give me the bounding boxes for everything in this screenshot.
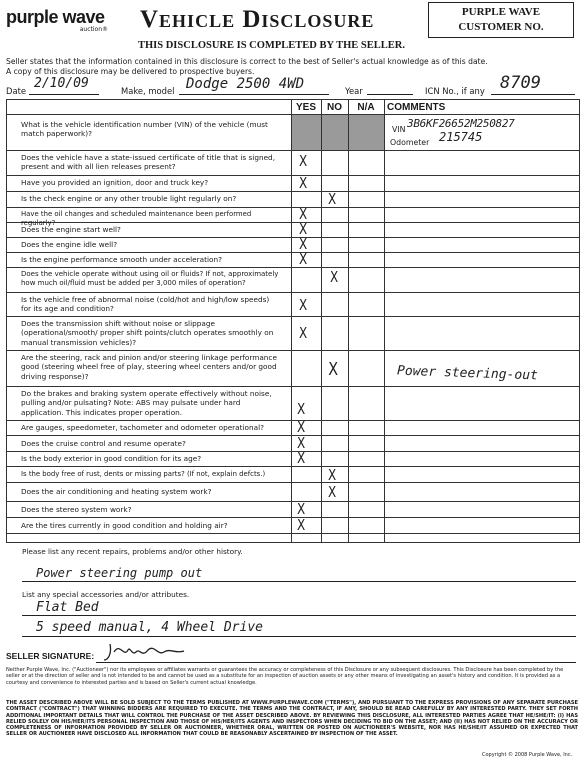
- answer-mark-engine-start[interactable]: X: [299, 220, 308, 238]
- year-label: Year: [345, 86, 363, 96]
- answer-mark-body-exterior[interactable]: X: [297, 449, 306, 467]
- accessories-field-2[interactable]: 5 speed manual, 4 Wheel Drive: [36, 620, 263, 635]
- logo-subtext: auction®: [79, 26, 108, 33]
- accessories-field-1[interactable]: Flat Bed: [36, 600, 99, 615]
- date-field[interactable]: 2/10/09: [34, 76, 89, 91]
- divider: [7, 114, 579, 115]
- question-body-exterior: Is the body exterior in good condition for its age?: [21, 454, 202, 463]
- question-cruise-control: Does the cruise control and resume operate?: [21, 439, 186, 448]
- divider: [7, 150, 579, 151]
- divider: [7, 466, 579, 467]
- question-keys: Have you provided an ignition, door and truck key?: [21, 178, 209, 187]
- accessories-label: List any special accessories and/or attributes.: [22, 590, 190, 599]
- divider: [291, 100, 292, 542]
- question-body-rust: Is the body free of rust, dents or missing parts? (If not, explain defcts.): [21, 470, 266, 478]
- make-underline: [179, 94, 329, 95]
- answer-mark-brakes[interactable]: X: [297, 400, 306, 418]
- divider: [7, 237, 579, 238]
- odometer-field[interactable]: 215745: [439, 130, 483, 144]
- intro-line-2: A copy of this disclosure may be delivered to prospective buyers.: [6, 67, 255, 76]
- answer-mark-oil-fluids[interactable]: X: [330, 268, 339, 286]
- make-model-label: Make, model: [121, 86, 175, 96]
- question-abnormal-noise: Is the vehicle free of abnormal noise (cold/hot and high/low speeds) for its age and condition?: [21, 295, 270, 314]
- answer-mark-tires[interactable]: X: [297, 516, 306, 534]
- signature-scribble: [98, 638, 208, 664]
- answer-mark-cruise-control[interactable]: X: [297, 434, 306, 452]
- question-steering: Are the steering, rack and pinion and/or steering linkage performance good (steering wheel free of play, steering wheel centers and/or good driving response)?: [21, 353, 277, 381]
- column-yes: YES: [295, 102, 316, 113]
- answer-mark-stereo[interactable]: X: [297, 500, 306, 518]
- divider: [7, 420, 579, 421]
- repairs-underline: [22, 581, 576, 582]
- divider: [7, 435, 579, 436]
- page-subtitle: THIS DISCLOSURE IS COMPLETED BY THE SELLER.: [138, 40, 405, 51]
- purple-wave-logo: [6, 8, 114, 42]
- answer-mark-title[interactable]: X: [299, 152, 308, 170]
- seller-signature-label: SELLER SIGNATURE:: [6, 651, 95, 661]
- comment-steering[interactable]: Power steering-out: [396, 363, 539, 384]
- question-check-engine: Is the check engine or any other trouble light regularly on?: [21, 194, 237, 203]
- answer-mark-air-conditioning[interactable]: X: [328, 483, 337, 501]
- divider: [7, 451, 579, 452]
- answer-mark-steering[interactable]: X: [328, 359, 339, 380]
- answer-mark-abnormal-noise[interactable]: X: [299, 296, 308, 314]
- divider: [7, 482, 579, 483]
- divider: [384, 100, 385, 542]
- divider: [7, 207, 579, 208]
- logo-text: purple wave: [6, 7, 105, 27]
- disclaimer-paragraph: Neither Purple Wave, Inc. ("Auctioneer") nor its employees or affiliates warrants or guarantees the accuracy or completeness of this Disclosure or any subsequent disclosures. This Disclosure has been completed by the seller or at the direction of seller and is not intended to be and cannot be used as a substitute for an inspection of auction assets or any other means of investigating an asset's history and condition. It is provided as a courtesy and convenience to interested parties and is based on Seller's current actual knowledge.: [6, 667, 564, 686]
- icn-field[interactable]: 8709: [500, 73, 541, 93]
- divider: [7, 533, 579, 534]
- answer-mark-body-rust[interactable]: X: [328, 466, 337, 484]
- answer-mark-engine-idle[interactable]: X: [299, 235, 308, 253]
- date-underline: [29, 94, 99, 95]
- odometer-label: Odometer: [390, 138, 430, 147]
- question-title: Does the vehicle have a state-issued certificate of title that is signed, present and with all lien releases present?: [21, 153, 276, 172]
- question-transmission: Does the transmission shift without noise or slippage (operational/smooth/ proper shift points/clutch operates smoothly on manual transmission vehicles)?: [21, 319, 274, 347]
- vin-shaded-cells: [292, 114, 384, 150]
- page-title: Vehicle Disclosure: [140, 6, 375, 33]
- year-underline: [367, 94, 413, 95]
- divider: [7, 267, 579, 268]
- question-engine-idle: Does the engine idle well?: [21, 240, 118, 249]
- repairs-label: Please list any recent repairs, problems and/or other history.: [22, 547, 243, 556]
- customer-box-line1: PURPLE WAVE: [461, 6, 541, 18]
- customer-number-box[interactable]: [428, 2, 574, 38]
- divider: [7, 316, 579, 317]
- question-oil-fluids: Does the vehicle operate without using oil or fluids? If not, approximately how much oil/fluid must be added per 3,000 miles of operation?: [21, 270, 279, 288]
- intro-line-1: Seller states that the information contained in this disclosure is correct to the best of Seller's actual knowledge as of this date.: [6, 57, 488, 66]
- question-brakes: Do the brakes and braking system operate effectively without noise, pulling and/or pulsating? Note: ABS may pulsate under hard application. This indicates proper operation.: [21, 389, 272, 417]
- answer-mark-oil-changes[interactable]: X: [299, 205, 308, 223]
- divider: [321, 100, 322, 542]
- divider: [7, 501, 579, 502]
- divider: [7, 252, 579, 253]
- column-no: NO: [327, 102, 342, 113]
- intro-text: [6, 57, 576, 77]
- answer-mark-keys[interactable]: X: [299, 174, 308, 192]
- vin-field[interactable]: 3B6KF26652M250827: [407, 117, 515, 130]
- question-stereo: Does the stereo system work?: [21, 505, 132, 514]
- legal-terms-paragraph: THE ASSET DESCRIBED ABOVE WILL BE SOLD SUBJECT TO THE TERMS PUBLISHED AT WWW.PURPLEWAVE.COM ("TERMS"), AND PURSUANT TO THE EXPRESS PROVISIONS OF ANY SEPARATE PURCHASE CONTRACT ("CONTRACT") THAT WINNING BIDDERS ARE REQUIRED TO EXECUTE. THE TERMS AND THE CONTRACT, IF ANY, SHOULD BE READ CAREFULLY BY ANY INTERESTED PARTY. THEY SET FORTH ADDITIONAL IMPORTANT DETAILS THAT WILL CONTROL THE PURCHASE OF THE ASSET DESCRIBED ABOVE. BY REVIEWING THIS DISCLOSURE, ALL INTERESTED PARTIES AGREE THAT HE/SHE/IT: (I) HAS RELIED SOLELY ON HIS/HER/ITS PERSONAL INSPECTION AND THOSE OF HIS/HER/ITS AGENTS AND INSPECTORS WHEN DECIDING TO BID ON THE ASSET; AND (II) HAS NOT RELIED ON THE ACCURACY OR COMPLETENESS OF INFORMATION PROVIDED BY SELLER OR AUCTIONEER, WHETHER ORAL, WRITTEN OR POSTED ON AUCTIONEER'S WEBSITE, NOR HAS HE/SHE/IT ASSUMED OR EXPECTED THAT SELLER OR AUCTIONEER HAVE DISCLOSED ALL INFORMATION THAT COULD BE REASONABLY ASCERTAINED BY INSPECTION OF THE ASSET.: [6, 700, 578, 738]
- vin-label: VIN: [392, 125, 406, 134]
- divider: [348, 100, 349, 542]
- question-air-conditioning: Does the air conditioning and heating system work?: [21, 487, 212, 496]
- divider: [7, 292, 579, 293]
- question-tires: Are the tires currently in good condition and holding air?: [21, 521, 228, 530]
- accessories-underline-2: [22, 636, 576, 637]
- column-na: N/A: [357, 102, 375, 113]
- repairs-field[interactable]: Power steering pump out: [36, 566, 203, 580]
- icn-underline: [491, 94, 575, 95]
- disclosure-table: [6, 99, 580, 543]
- signature-underline: [96, 662, 576, 663]
- seller-signature-field[interactable]: [98, 638, 208, 664]
- date-label: Date: [6, 86, 27, 96]
- copyright-text: Copyright © 2008 Purple Wave, Inc.: [482, 752, 573, 758]
- question-engine-performance: Is the engine performance smooth under acceleration?: [21, 255, 222, 264]
- answer-mark-gauges[interactable]: X: [297, 418, 306, 436]
- divider: [7, 191, 579, 192]
- column-comments: COMMENTS: [387, 102, 446, 113]
- divider: [7, 386, 579, 387]
- question-engine-start: Does the engine start well?: [21, 225, 121, 234]
- question-vin: What is the vehicle identification number (VIN) of the vehicle (must match paperwork)?: [21, 120, 268, 139]
- question-gauges: Are gauges, speedometer, tachometer and odometer operational?: [21, 423, 265, 432]
- icn-label: ICN No., if any: [425, 86, 485, 96]
- answer-mark-check-engine[interactable]: X: [328, 190, 337, 208]
- question-oil-changes: Have the oil changes and scheduled maintenance been performed regularly?: [21, 210, 252, 228]
- make-model-field[interactable]: Dodge 2500 4WD: [186, 76, 305, 92]
- divider: [7, 517, 579, 518]
- divider: [7, 175, 579, 176]
- answer-mark-transmission[interactable]: X: [299, 324, 308, 342]
- customer-box-line2: CUSTOMER NO.: [458, 21, 544, 33]
- accessories-underline-1: [22, 615, 576, 616]
- divider: [7, 350, 579, 351]
- answer-mark-engine-performance[interactable]: X: [299, 250, 308, 268]
